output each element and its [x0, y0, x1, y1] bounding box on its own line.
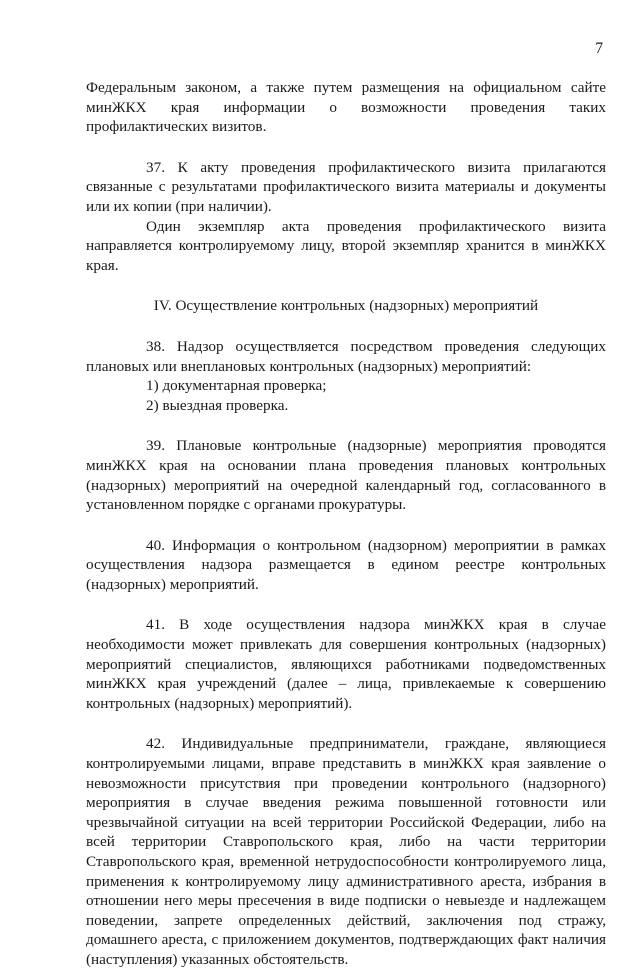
- document-body: [86, 78, 606, 970]
- paragraph-continuation: Федеральным законом, а также путем размещения на официальном сайте минЖКХ края информации о возможности проведения таких профилактических визитов.: [86, 79, 606, 136]
- paragraph-41: 41. В ходе осуществления надзора минЖКХ края в случае необходимости может привлекать для совершения контрольных (надзорных) мероприятий специалистов, являющихся работниками подведомственных минЖКХ края учреждений (далее – лица, привлекаемые к совершению контрольных (надзорных) мероприятий).: [86, 616, 606, 712]
- section-heading: IV. Осуществление контрольных (надзорных) мероприятий: [153, 297, 539, 315]
- list-item-documentary-check: 1) документарная проверка;: [146, 377, 327, 395]
- paragraph-42: 42. Индивидуальные предприниматели, граждане, являющиеся контролируемыми лицами, вправе представить в минЖКХ края заявление о невозможности присутствия при проведении контрольного (надзорного) мероприятия в случае введения режима повышенной готовности или чрезвычайной ситуации на всей территории Российской Федерации, либо на всей территории Ставропольского края, либо на части территории Ставропольского края, временной нетрудоспособности контролируемого лица, применения к контролируемому лицу административного ареста, избрания в отношении него меры пресечения в виде подписки о невыезде и надлежащем поведении, запрете определенных действий, заключения под стражу, домашнего ареста, с приложением документов, подтверждающих факт наличия (наступления) указанных обстоятельств.: [86, 735, 606, 968]
- paragraph-38: 38. Надзор осуществляется посредством проведения следующих плановых или внеплановых контрольных (надзорных) мероприятий:: [86, 337, 606, 375]
- paragraph-40: 40. Информация о контрольном (надзорном) мероприятии в рамках осуществления надзора размещается в едином реестре контрольных (надзорных) мероприятий.: [86, 536, 606, 593]
- paragraph-37-copy: Один экземпляр акта проведения профилактического визита направляется контролируемому лицу, второй экземпляр хранится в минЖКХ края.: [86, 217, 606, 274]
- page-number: 7: [595, 40, 603, 57]
- paragraph-39: 39. Плановые контрольные (надзорные) мероприятия проводятся минЖКХ края на основании плана проведения плановых контрольных (надзорных) мероприятий на очередной календарный год, согласованного в установленном порядке с органами прокуратуры.: [86, 437, 606, 514]
- list-item-field-check: 2) выездная проверка.: [146, 396, 289, 414]
- paragraph-37: 37. К акту проведения профилактического визита прилагаются связанные с результатами профилактического визита материалы и документы или их копии (при наличии).: [86, 158, 606, 215]
